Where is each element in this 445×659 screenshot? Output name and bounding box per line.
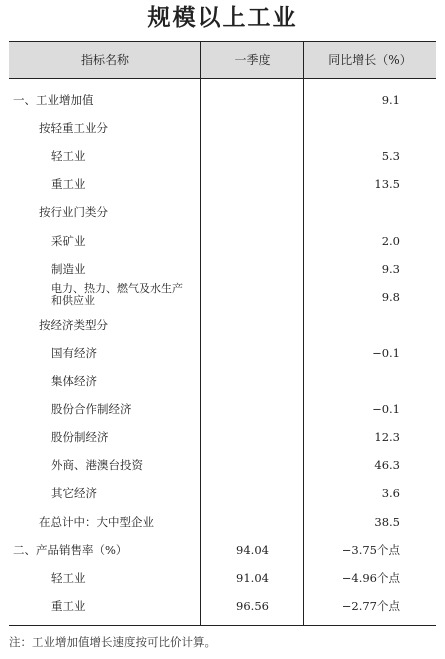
table-row: [9, 198, 436, 226]
row-indicator-name: 股份合作制经济: [51, 402, 132, 417]
table-row: [9, 592, 436, 620]
table-row: [9, 395, 436, 423]
row-yoy-growth-value: 2.0: [381, 233, 400, 248]
row-indicator-name: 其它经济: [51, 486, 97, 501]
row-indicator-name-line2: 和供应业: [51, 293, 95, 307]
row-indicator-name: 轻工业: [51, 149, 86, 164]
header-yoy-growth: 同比增长（%）: [328, 53, 412, 67]
table-row: [9, 142, 436, 170]
table-row: [9, 479, 436, 507]
table-row: [9, 339, 436, 367]
table-row: [9, 423, 436, 451]
row-indicator-name: 一、工业增加值: [13, 93, 94, 107]
row-indicator-name: 按轻重工业分: [39, 121, 108, 136]
row-yoy-growth-value: 9.8: [381, 289, 400, 304]
table-row: [9, 536, 436, 564]
row-first-quarter-value: 91.04: [236, 570, 269, 585]
row-indicator-name: 采矿业: [51, 233, 86, 248]
table-row: [9, 255, 436, 283]
row-indicator-name: 按行业门类分: [39, 205, 108, 220]
page-title: 规模以上工业: [147, 4, 298, 31]
row-indicator-name: [51, 283, 183, 307]
row-yoy-growth-value: −3.75个点: [341, 542, 400, 557]
row-first-quarter-value: 94.04: [236, 542, 269, 557]
table-row: [9, 367, 436, 395]
row-yoy-growth-value: 5.3: [381, 149, 400, 164]
row-yoy-growth-value: −0.1: [372, 402, 400, 417]
header-first-quarter: 一季度: [234, 53, 271, 67]
header-indicator-name: 指标名称: [80, 53, 129, 67]
row-yoy-growth-value: −0.1: [372, 345, 400, 360]
row-yoy-growth-value: −4.96个点: [341, 570, 400, 585]
row-yoy-growth-value: −2.77个点: [341, 598, 400, 613]
table-row: [9, 564, 436, 592]
row-indicator-name: 重工业: [51, 598, 86, 613]
table-header: [9, 42, 436, 79]
row-indicator-name-line1: 电力、热力、燃气及水生产: [51, 281, 183, 295]
row-yoy-growth-value: 46.3: [374, 458, 400, 473]
table-row: [9, 227, 436, 255]
row-indicator-name: 按经济类型分: [39, 317, 108, 332]
row-indicator-name: 轻工业: [51, 570, 86, 585]
table-row: [9, 170, 436, 198]
table-row: [9, 86, 436, 114]
row-indicator-name: 集体经济: [51, 374, 97, 388]
statistics-table: [9, 41, 436, 626]
table-row: [9, 451, 436, 479]
row-indicator-name: 重工业: [51, 177, 86, 192]
row-yoy-growth-value: 13.5: [374, 177, 400, 192]
row-indicator-name: 外商、港澳台投资: [51, 458, 143, 473]
row-first-quarter-value: 96.56: [236, 598, 269, 613]
row-yoy-growth-value: 3.6: [381, 486, 400, 501]
table-row: [9, 114, 436, 142]
table-row: [9, 283, 436, 311]
row-indicator-name: 二、产品销售率（%）: [13, 542, 128, 557]
row-indicator-name: 在总计中：大中型企业: [39, 514, 154, 529]
row-yoy-growth-value: 38.5: [374, 514, 400, 529]
row-indicator-name: 制造业: [51, 261, 86, 276]
row-yoy-growth-value: 9.1: [381, 93, 400, 107]
row-yoy-growth-value: 9.3: [381, 261, 400, 276]
footnote: 注：工业增加值增长速度按可比价计算。: [9, 635, 216, 649]
table-row: [9, 311, 436, 339]
row-indicator-name: 国有经济: [51, 345, 97, 360]
row-indicator-name: 股份制经济: [51, 430, 109, 445]
table-row: [9, 508, 436, 536]
row-yoy-growth-value: 12.3: [374, 430, 400, 445]
